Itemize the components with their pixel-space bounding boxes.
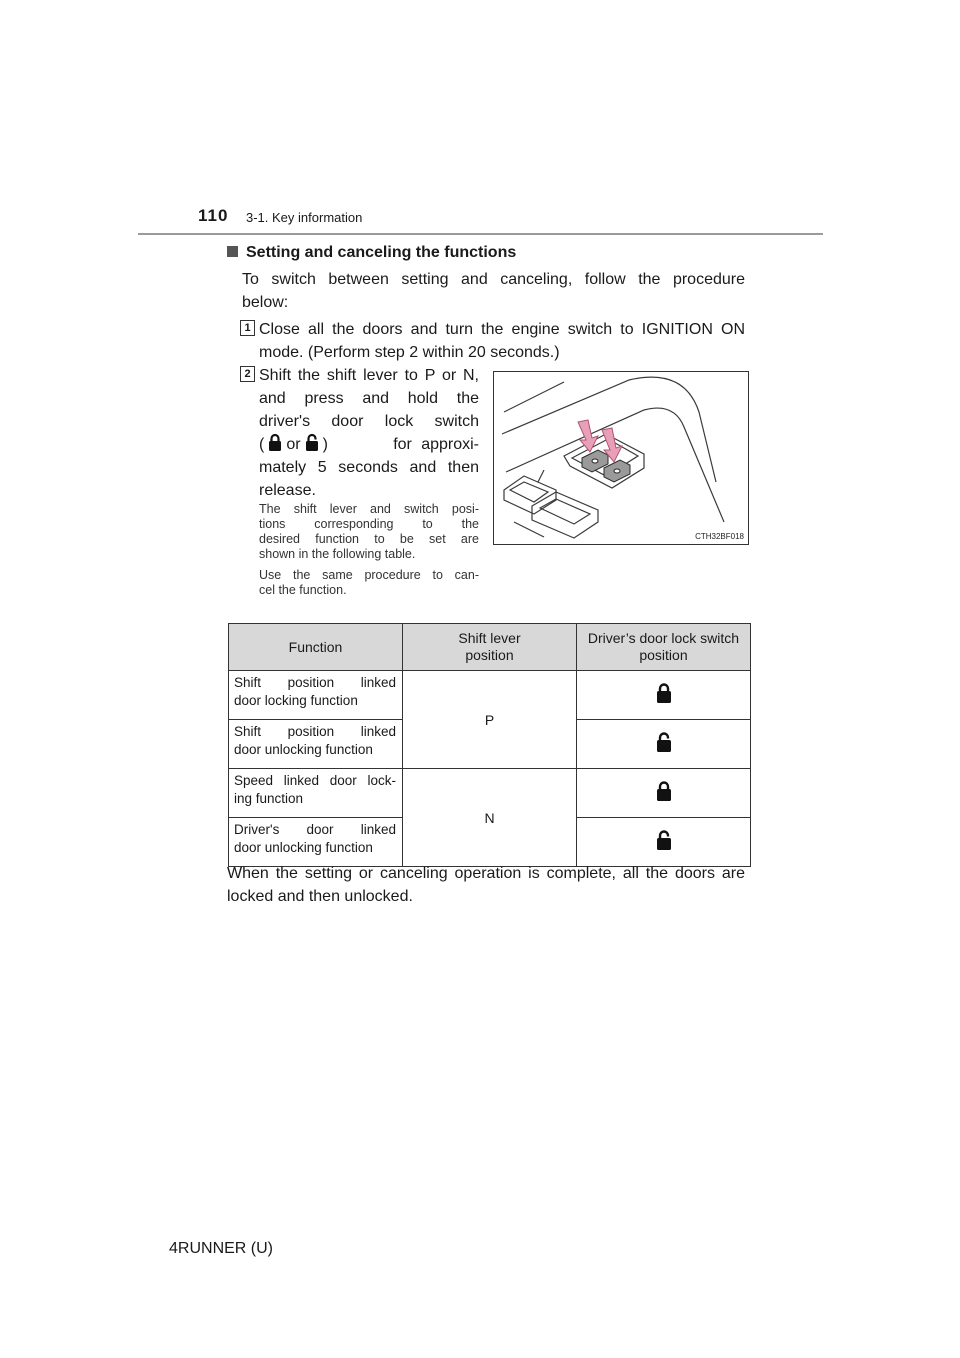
step-1-text: [259, 318, 745, 364]
header-text: position: [639, 647, 688, 663]
note-line: shown in the following table.: [259, 547, 416, 561]
function-cell: [229, 671, 403, 720]
conclusion-line: When the setting or canceling operation is complete, all the doors are: [227, 865, 745, 882]
step-2-line-tail: for approxi-: [393, 436, 479, 453]
shift-position-cell: P: [403, 671, 577, 769]
cell-line: door unlocking function: [234, 840, 373, 855]
column-header-function: [229, 624, 403, 671]
conclusion-line: locked and then unlocked.: [227, 888, 413, 905]
paren-open: (: [259, 436, 265, 453]
or-text: or: [286, 436, 301, 453]
note-line: Use the same procedure to can-: [259, 568, 479, 582]
intro-line: To switch between setting and canceling, follow the procedure: [242, 271, 745, 288]
step-2-line: and press and hold the: [259, 390, 479, 407]
lock-icon: [268, 433, 282, 452]
step-1-line: Close all the doors and turn the engine switch to IGNITION ON: [259, 321, 745, 338]
intro-paragraph: [242, 268, 745, 314]
cell-line: Shift position linked: [234, 675, 396, 690]
paren-close: ): [322, 436, 328, 453]
footer-model: 4RUNNER (U): [169, 1240, 273, 1257]
header-text: Driver’s door lock switch: [587, 630, 740, 646]
function-cell: [229, 769, 403, 818]
note-line: desired function to be set are: [259, 532, 479, 546]
function-cell: [229, 818, 403, 867]
function-table: [228, 623, 751, 867]
note-line: The shift lever and switch posi-: [259, 502, 479, 516]
lock-icon: [656, 682, 672, 704]
header-text: position: [465, 647, 514, 663]
switch-position-cell: [577, 769, 751, 818]
section-title: 3-1. Key information: [246, 210, 363, 225]
step-1-line: mode. (Perform step 2 within 20 seconds.): [259, 344, 560, 361]
note-line: cel the function.: [259, 583, 347, 597]
unlock-icon: [656, 731, 672, 753]
switch-position-cell: [577, 671, 751, 720]
table-header-row: [229, 624, 751, 671]
cell-line: Shift position linked: [234, 724, 396, 739]
note-switch-positions: [259, 502, 479, 562]
cell-line: door unlocking function: [234, 742, 373, 757]
step-2-line-with-icons: [259, 433, 479, 456]
cell-line: door locking function: [234, 693, 358, 708]
header-text: Function: [288, 638, 343, 655]
heading-text: Setting and canceling the functions: [246, 244, 517, 261]
step-2-line: mately 5 seconds and then: [259, 459, 479, 476]
door-lock-switch-illustration: [493, 371, 749, 545]
intro-line: below:: [242, 294, 289, 311]
column-header-switch-position: [577, 624, 751, 671]
lock-icon: [656, 780, 672, 802]
conclusion-paragraph: [227, 862, 745, 908]
column-header-shift-position: [403, 624, 577, 671]
table-row: [229, 671, 751, 720]
cell-line: ing function: [234, 791, 304, 806]
step-2-line: driver's door lock switch: [259, 413, 479, 430]
header-text: Shift lever: [458, 630, 521, 646]
note-cancel: [259, 568, 479, 598]
door-panel-drawing: [494, 372, 748, 544]
step-2-line: release.: [259, 482, 316, 499]
cell-line: Driver's door linked: [234, 822, 396, 837]
figure-code: CTH32BF018: [695, 532, 744, 541]
step-number-badge: 2: [240, 366, 255, 382]
section-heading: [227, 244, 516, 262]
step-number-badge: 1: [240, 320, 255, 336]
cell-line: Speed linked door lock-: [234, 773, 396, 788]
switch-position-cell: [577, 818, 751, 867]
table-row: [229, 769, 751, 818]
step-2-line: Shift the shift lever to P or N,: [259, 367, 479, 384]
note-line: tions corresponding to the: [259, 517, 479, 531]
switch-position-cell: [577, 720, 751, 769]
shift-position-cell: N: [403, 769, 577, 867]
header-rule: [138, 233, 823, 235]
square-bullet-icon: [227, 246, 238, 257]
step-2-text: [259, 364, 479, 502]
function-cell: [229, 720, 403, 769]
unlock-icon: [656, 829, 672, 851]
page-number: 110: [198, 206, 229, 225]
unlock-icon: [305, 433, 319, 452]
